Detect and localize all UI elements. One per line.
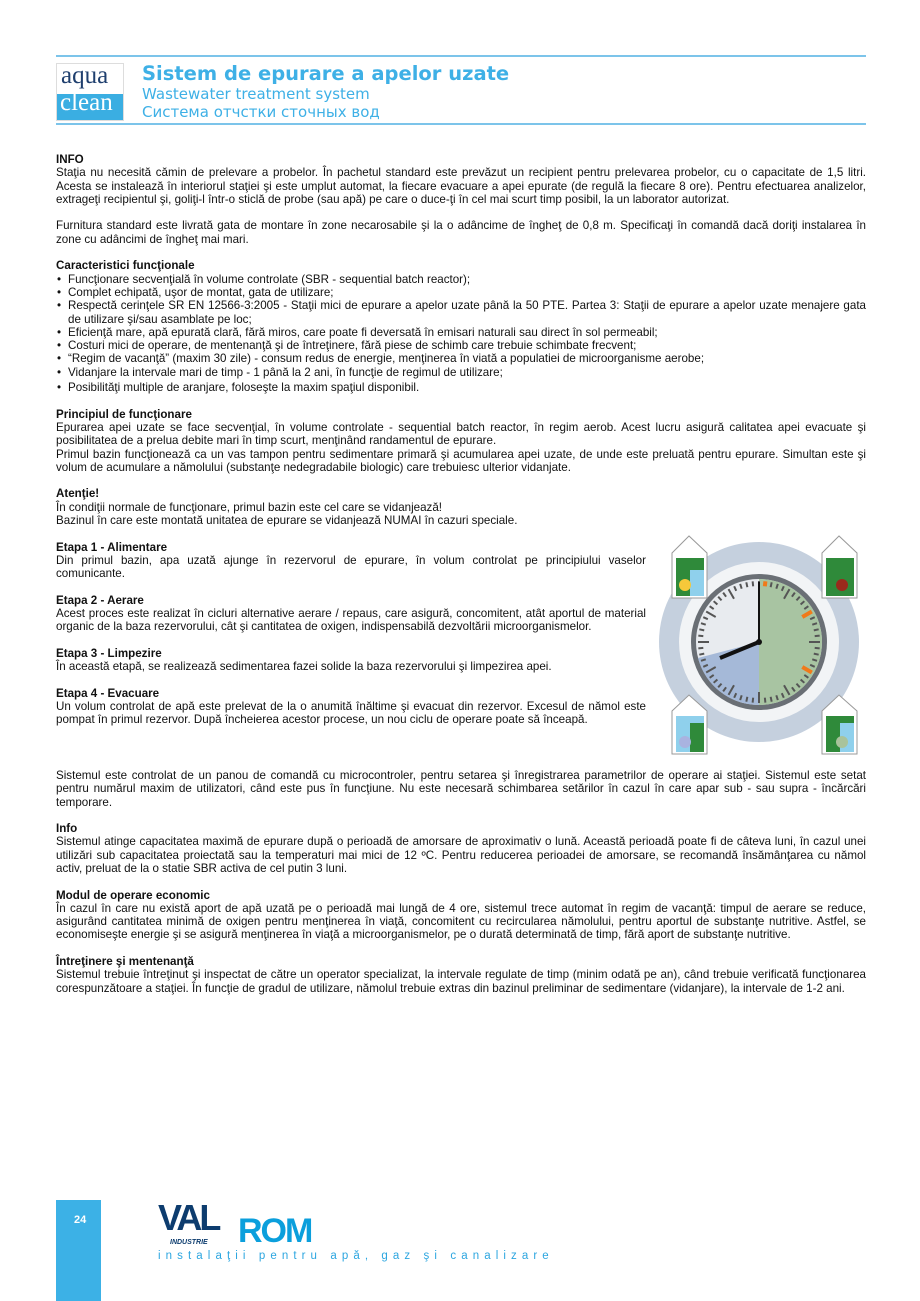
header-rule-top — [56, 55, 866, 57]
step4-heading: Etapa 4 - Evacuare — [56, 686, 160, 700]
clock-tick — [765, 581, 766, 586]
clock-tick — [771, 696, 772, 701]
brand-val: VAL — [158, 1198, 219, 1238]
page-number: 24 — [74, 1214, 87, 1226]
logo-text-top: aqua — [61, 63, 109, 89]
info2-heading: Info — [56, 822, 78, 836]
attention-line: În condiţii normale de funcţionare, primul bazin este cel care se vidanjează! — [56, 500, 443, 514]
clock-tick — [753, 581, 754, 586]
steps-text — [56, 541, 646, 727]
attention-heading: Atenţie! — [56, 487, 100, 501]
principle-paragraph-2: Primul bazin funcţionează ca un vas tampon pentru sedimentare primară şi acumularea apei uzate, de unde este preluată pentru epurare. Simultan este şi volum de acumulare a nămolului (substanţe nedegradabile biologic) care trebuiesc ulterior vidanjate. — [56, 447, 866, 474]
list-item: • Eficienţă mare, apă epurată clară, fără miros, care poate fi deversată în emisari naturali sau direct în sol permeabil; — [56, 326, 866, 339]
features-list — [56, 273, 866, 395]
list-item: • Posibilităţi multiple de aranjare, foloseşte la maxim spaţiul disponibil. — [56, 381, 866, 394]
clock-tick — [814, 653, 819, 654]
list-item: • Funcţionare secvenţială în volume controlate (SBR - sequential batch reactor); — [56, 273, 866, 286]
principle-heading: Principiul de funcţionare — [56, 407, 192, 421]
sbr-cycle-diagram — [652, 528, 866, 756]
clock-tick — [753, 697, 754, 702]
logo-text-bottom: clean — [60, 89, 113, 116]
clock-tick — [771, 582, 772, 587]
clock-tick — [746, 696, 747, 701]
clock-tick — [698, 647, 703, 648]
list-item: • Respectă cerinţele SR EN 12566-3:2005 - Staţii mici de epurare a apelor uzate până la 50 PTE. Partea 3: Staţii de epurare a apelor uzate menajere gata de utilizare şi/sau asamblate pe loc; — [56, 299, 866, 326]
list-item: • Costuri mici de operare, de mentenanţă şi de întreţinere, fără piese de schimb care trebuie schimbate frecvent; — [56, 339, 866, 352]
body-content — [56, 153, 866, 1008]
clock-tick — [698, 635, 703, 636]
valrom-logo — [158, 1198, 328, 1246]
header-rule-bottom — [56, 123, 866, 125]
step1-heading: Etapa 1 - Alimentare — [56, 540, 168, 554]
clock-tick — [814, 629, 819, 630]
info-heading: INFO — [56, 153, 84, 166]
footer-tagline: instalaţii pentru apă, gaz şi canalizare — [158, 1250, 554, 1262]
maintenance-heading: Întreţinere şi mentenanţă — [56, 955, 194, 969]
step4-text: Un volum controlat de apă este prelevat de la o anumită înăltime şi evacuat din rezervor. Excesul de nămol este pompat în primul rezervor. După încheierea acestor procese, un nou ciclu de operare poate să înceapă. — [56, 700, 646, 727]
page-title: Sistem de epurare a apelor uzate — [142, 62, 510, 85]
features-heading: Caracteristici funcţionale — [56, 259, 195, 273]
step2-heading: Etapa 2 - Aerare — [56, 593, 144, 607]
clock-tick — [765, 697, 766, 702]
principle-paragraph: Epurarea apei uzate se face secvenţial, în volume controlate - sequential batch reactor, în regim aerob. Acest lucru asigură calitatea apei evacuate şi posibilitatea de a prelua debite mari în timp scurt, menţinând randamentul de epurare. — [56, 420, 866, 448]
subtitle-ru: Система отчстки сточных вод — [142, 103, 380, 121]
clock-tick — [699, 629, 704, 630]
steps-section — [56, 541, 866, 756]
tank-icon-1 — [822, 536, 857, 598]
list-item: • Complet echipată, uşor de montat, gata de utilizare; — [56, 286, 866, 299]
step3-heading: Etapa 3 - Limpezire — [56, 646, 162, 660]
clock-tick — [746, 582, 747, 587]
clock-tick — [699, 653, 704, 654]
tank-icon-4 — [672, 536, 707, 598]
control-paragraph: Sistemul este controlat de un panou de comandă cu microcontroler, pentru setarea şi înregistrarea parametrilor de operare ai staţiei. Sistemul este setat pentru numărul maxim de utilizatori, când este pus în funcţiune. Nu este necesară schimbarea setărilor în cazul în care apar sub - sau supra - încărcări temporare. — [56, 768, 866, 809]
clock-tick — [815, 647, 820, 648]
brand-sub: INDUSTRIE — [170, 1239, 208, 1246]
info-paragraph: Staţia nu necesită cămin de prelevare a probelor. În pachetul standard este prevăzut un recipient pentru prelevarea probelor, cu o capacitate de 1,5 litri. Acesta se instalează în interiorul staţiei şi este umplut automat, la fiecare evacuare a apei epurate (de regulă la fiecare 8 ore). Pentru efectuarea analizelor, extrageţi recipientul şi, goliţi-l într-o sticlă de probe (sau apă) pe care o duce-ţi în cel mai scurt timp posibil, la un laborator autorizat. — [56, 166, 866, 206]
step2-text: Acest proces este realizat în cicluri alternative aerare / repaus, care asigură, concomitent, atât aportul de material organic de la baza rezervorului, cât şi cantitatea de oxigen, indispensabilă dezvoltării microorganismelor. — [56, 607, 646, 634]
attention-line-2: Bazinul în care este montată unitatea de epurare se vidanjează NUMAI în cazuri speciale. — [56, 514, 518, 528]
step3-text: În această etapă, se realizează sedimentarea fazei solide la baza rezervorului şi limpezirea apei. — [56, 660, 552, 674]
maintenance-text: Sistemul trebuie întreţinut şi inspectat de către un operator specializat, la intervale regulate de timp (minim odată pe an), când trebuie verificată funcţionarea corespunzătoare a staţiei. În funcţie de gradul de utilizare, nămolul trebuie extras din bazinul preliminar de sedimentare (vidanjare), la intervale de 1-2 ani. — [56, 968, 866, 995]
economy-heading: Modul de operare economic — [56, 888, 210, 902]
clock-tick — [815, 635, 820, 636]
step1-text: Din primul bazin, apa uzată ajunge în rezervorul de epurare, în volum controlat pe principiului vaselor comunicante. — [56, 553, 646, 581]
economy-text: În cazul în care nu există aport de apă uzată pe o perioadă mai lungă de 4 ore, sistemul trece automat în regim de vacanţă: timpul de aerare se reduce, asigurând cantitatea minimă de oxigen pentru menţinerea în viaţă, concomitent cu recircularea nămolului, pentru aportul de substanţe nutritive. Astfel, se economiseşte energie şi se asigură menţinerea în viaţă a microorganismelor, pe o durată determinată de timp, fără aport de substanţe nutritive. — [56, 901, 866, 942]
brand-rom: ROM — [238, 1212, 312, 1246]
list-item: • “Regim de vacanţă” (maxim 30 zile) - consum redus de energie, menţinerea în viată a populatiei de microorganisme aerobe; — [56, 352, 866, 365]
aquaclean-logo — [56, 63, 124, 121]
list-item: • Vidanjare la intervale mari de timp - 1 până la 2 ani, în funcţie de regimul de utilizare; — [56, 366, 866, 379]
subtitle-en: Wastewater treatment system — [142, 85, 370, 103]
info2-text: Sistemul atinge capacitatea maximă de epurare după o perioadă de amorsare de aproximativ o lună. Această perioadă poate fi de câteva luni, în cazul unei utilizări sub capacitatea proiectată sau la temperaturi mai mici de 12 ºC. Pentru reducerea perioadei de amorsare, se recomandă însămânţarea cu nămol activ, preluat de la o statie SBR activa de cel putin 3 luni. — [56, 835, 866, 875]
info-paragraph-2: Furnitura standard este livrată gata de montare în zone necarosabile şi la o adâncime de îngheţ de 0,8 m. Specificaţi în comandă dacă doriţi instalarea în zone cu adâncimi de îngheţ mai mari. — [56, 219, 866, 246]
